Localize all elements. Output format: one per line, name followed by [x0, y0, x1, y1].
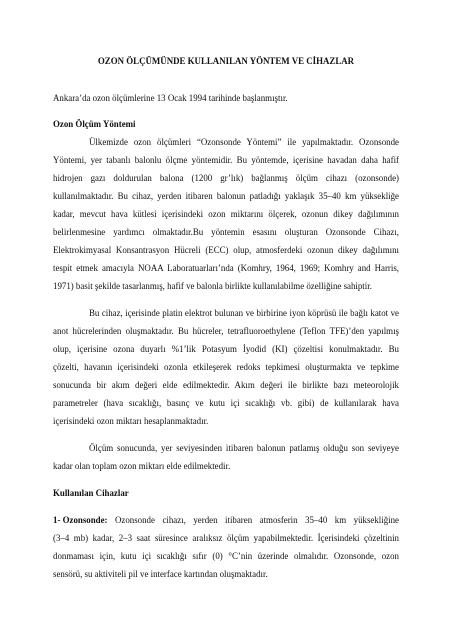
section-heading-ozon-olcum-yontemi: Ozon Ölçüm Yöntemi	[53, 119, 136, 129]
paragraph-1-line: Ülkemizde ozon ölçümleri “Ozonsonde Yöntemi” ile yapılmaktadır. Ozonsonde	[89, 137, 399, 147]
paragraph-2-line: içerisindeki ozon miktarı hesaplanmaktadır.	[53, 416, 209, 426]
paragraph-2-line: parametreler (hava sıcaklığı, basınç ve kutu içi sıcaklığı vb. gibi) de kullanılarak hava	[53, 398, 399, 408]
item-1-first-line	[53, 515, 399, 526]
paragraph-1-line: Elektrokimyasal Konsantrasyon Hücreli (ECC) olup, atmosferdeki ozonun dikey dağılımını	[53, 245, 399, 255]
paragraph-2-line: çözelti, havanın içerisindeki ozonla etkileşerek redoks tepkimesi oluşturmakta ve tepkime	[53, 362, 399, 372]
paragraph-1-line: kadar, mevcut hava kütlesi içerisindeki ozon miktarını ölçerek, ozonun dikey dağılımının	[53, 209, 399, 219]
paragraph-3-line: kadar olan toplam ozon miktarı elde edilmektedir.	[53, 461, 231, 471]
item-1-text: Ozonsonde cihazı, yerden itibaren atmosferin 35–40 km yüksekliğine	[107, 515, 399, 525]
item-1-line: donmaması için, kutu içi sıcaklığı sıfır (0) °C’nin üzerinde olmalıdır. Ozonsonde, ozon	[53, 551, 399, 561]
paragraph-3-line: Ölçüm sonucunda, yer seviyesinden itibaren balonun patlamış olduğu son seviyeye	[89, 443, 399, 453]
paragraph-1-line: 1971) basit şekilde tasarlanmış, hafif ve balonla birlikte kullanılabilme özelliğine sahiptir.	[53, 281, 372, 291]
paragraph-1-line: hidrojen gazı doldurulan balona (1200 gr’lık) bağlanmış ölçüm cihazı (ozonsonde)	[53, 173, 399, 183]
item-1-line: sensörü, su aktiviteli pil ve interface kartından oluşmaktadır.	[53, 569, 268, 579]
document-title: OZON ÖLÇÜMÜNDE KULLANILAN YÖNTEM VE CİHAZLAR	[97, 56, 355, 66]
paragraph-1-line: belirlenmesine yardımcı olmaktadır.Bu yöntemin esasını oluşturan Ozonsonde Cihazı,	[53, 227, 399, 237]
paragraph-1-line: kullanılmaktadır. Bu cihaz, yerden itibaren balonun patladığı yaklaşık 35–40 km yüksekliğe	[53, 191, 399, 201]
section-heading-kullanilan-cihazlar: Kullanılan Cihazlar	[53, 488, 129, 498]
paragraph-2-line: Bu cihaz, içerisinde platin elektrot bulunan ve birbirine iyon köprüsü ile bağlı katot ve	[89, 308, 399, 318]
item-1-line: (3–4 mb) kadar, 2–3 saat süresince aralıksız ölçüm yapabilmektedir. İçerisindeki çözeltinin	[53, 533, 399, 543]
paragraph-1-line: Yöntemi, yer tabanlı balonlu ölçme yöntemidir. Bu yöntemde, içerisine havadan daha hafif	[53, 155, 399, 165]
intro-text: Ankara’da ozon ölçümlerine 13 Ocak 1994 tarihinde başlanmıştır.	[53, 93, 288, 103]
paragraph-2-line: sonucunda bir akım değeri elde edilmektedir. Akım değeri ile birlikte bazı meteorolojik	[53, 380, 399, 390]
paragraph-1-line: tespit etmek amacıyla NOAA Laboratuarları’nda (Komhry, 1964, 1969; Komhry and Harris,	[53, 263, 399, 273]
paragraph-2-line: olup, içerisine ozona duyarlı %1’lik Potasyum İyodid (KI) çözeltisi konulmaktadır. Bu	[53, 344, 399, 354]
item-1-label: 1- Ozonsonde:	[53, 515, 108, 525]
paragraph-2-line: anot hücrelerinden oluşmaktadır. Bu hücreler, tetrafluoroethylene (Teflon TFE)’den yapılmış	[53, 326, 399, 336]
